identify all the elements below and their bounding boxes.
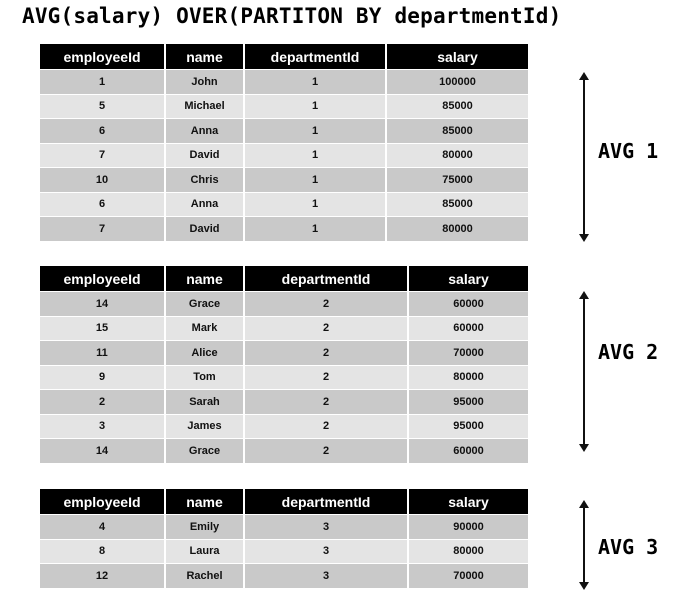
cell-employeeid: 7 [40,217,164,241]
column-header-name: name [166,44,243,69]
cell-salary: 70000 [409,341,528,365]
cell-departmentid: 3 [245,564,407,588]
cell-departmentid: 1 [245,217,385,241]
cell-salary: 70000 [409,564,528,588]
partition-1-bracket-arrow [578,72,590,242]
cell-salary: 80000 [387,144,528,168]
cell-name: Grace [166,292,243,316]
cell-employeeid: 7 [40,144,164,168]
table-row [40,144,528,168]
cell-departmentid: 1 [245,168,385,192]
cell-departmentid: 2 [245,292,407,316]
cell-salary: 90000 [409,515,528,539]
cell-salary: 60000 [409,292,528,316]
cell-name: David [166,144,243,168]
table-header-row [40,489,528,514]
column-header-employeeid: employeeId [40,44,164,69]
table-row [40,366,528,390]
cell-departmentid: 2 [245,317,407,341]
cell-salary: 85000 [387,119,528,143]
cell-salary: 80000 [409,540,528,564]
cell-salary: 100000 [387,70,528,94]
partition-2-avg-label: AVG 2 [598,340,659,364]
cell-salary: 95000 [409,390,528,414]
cell-departmentid: 3 [245,540,407,564]
cell-name: Sarah [166,390,243,414]
cell-name: Grace [166,439,243,463]
table-row [40,515,528,539]
diagram-title: AVG(salary) OVER(PARTITON BY departmentId) [22,4,562,28]
cell-employeeid: 4 [40,515,164,539]
cell-employeeid: 2 [40,390,164,414]
cell-salary: 80000 [387,217,528,241]
column-header-employeeid: employeeId [40,266,164,291]
cell-departmentid: 2 [245,390,407,414]
cell-name: Michael [166,95,243,119]
cell-name: Anna [166,119,243,143]
cell-employeeid: 3 [40,415,164,439]
cell-salary: 80000 [409,366,528,390]
table-row [40,193,528,217]
column-header-name: name [166,266,243,291]
partition-table-3 [38,488,530,589]
cell-departmentid: 1 [245,144,385,168]
column-header-salary: salary [409,266,528,291]
table-header-row [40,266,528,291]
partition-table-2 [38,265,530,464]
cell-name: Anna [166,193,243,217]
cell-salary: 95000 [409,415,528,439]
column-header-salary: salary [409,489,528,514]
partition-3-avg-label: AVG 3 [598,535,659,559]
cell-employeeid: 9 [40,366,164,390]
table-row [40,341,528,365]
column-header-employeeid: employeeId [40,489,164,514]
cell-departmentid: 3 [245,515,407,539]
table-row [40,217,528,241]
arrow-down-icon [579,582,589,590]
cell-name: Tom [166,366,243,390]
table-row [40,564,528,588]
cell-name: Mark [166,317,243,341]
partition-1-avg-label: AVG 1 [598,139,659,163]
cell-employeeid: 8 [40,540,164,564]
cell-departmentid: 1 [245,119,385,143]
column-header-departmentid: departmentId [245,266,407,291]
cell-departmentid: 1 [245,70,385,94]
table-row [40,70,528,94]
cell-name: Laura [166,540,243,564]
table-row [40,540,528,564]
arrow-down-icon [579,444,589,452]
cell-salary: 85000 [387,95,528,119]
table-row [40,168,528,192]
table-row [40,317,528,341]
arrow-down-icon [579,234,589,242]
cell-name: James [166,415,243,439]
table-row [40,292,528,316]
partition-2-bracket-arrow [578,291,590,452]
cell-employeeid: 1 [40,70,164,94]
column-header-name: name [166,489,243,514]
column-header-departmentid: departmentId [245,489,407,514]
cell-salary: 60000 [409,439,528,463]
cell-departmentid: 2 [245,415,407,439]
table-row [40,119,528,143]
cell-departmentid: 1 [245,95,385,119]
cell-name: Chris [166,168,243,192]
partition-3-bracket-arrow [578,500,590,590]
cell-departmentid: 2 [245,366,407,390]
cell-salary: 75000 [387,168,528,192]
cell-employeeid: 6 [40,119,164,143]
table-row [40,390,528,414]
cell-salary: 85000 [387,193,528,217]
table-header-row [40,44,528,69]
cell-employeeid: 14 [40,439,164,463]
cell-employeeid: 10 [40,168,164,192]
table-row [40,439,528,463]
cell-name: John [166,70,243,94]
partition-table-1 [38,43,530,242]
cell-name: Emily [166,515,243,539]
cell-employeeid: 11 [40,341,164,365]
cell-name: Rachel [166,564,243,588]
table-row [40,95,528,119]
column-header-salary: salary [387,44,528,69]
cell-departmentid: 2 [245,341,407,365]
cell-employeeid: 14 [40,292,164,316]
cell-departmentid: 1 [245,193,385,217]
table-row [40,415,528,439]
cell-employeeid: 5 [40,95,164,119]
cell-employeeid: 15 [40,317,164,341]
cell-name: Alice [166,341,243,365]
cell-employeeid: 12 [40,564,164,588]
cell-employeeid: 6 [40,193,164,217]
cell-salary: 60000 [409,317,528,341]
cell-departmentid: 2 [245,439,407,463]
cell-name: David [166,217,243,241]
column-header-departmentid: departmentId [245,44,385,69]
